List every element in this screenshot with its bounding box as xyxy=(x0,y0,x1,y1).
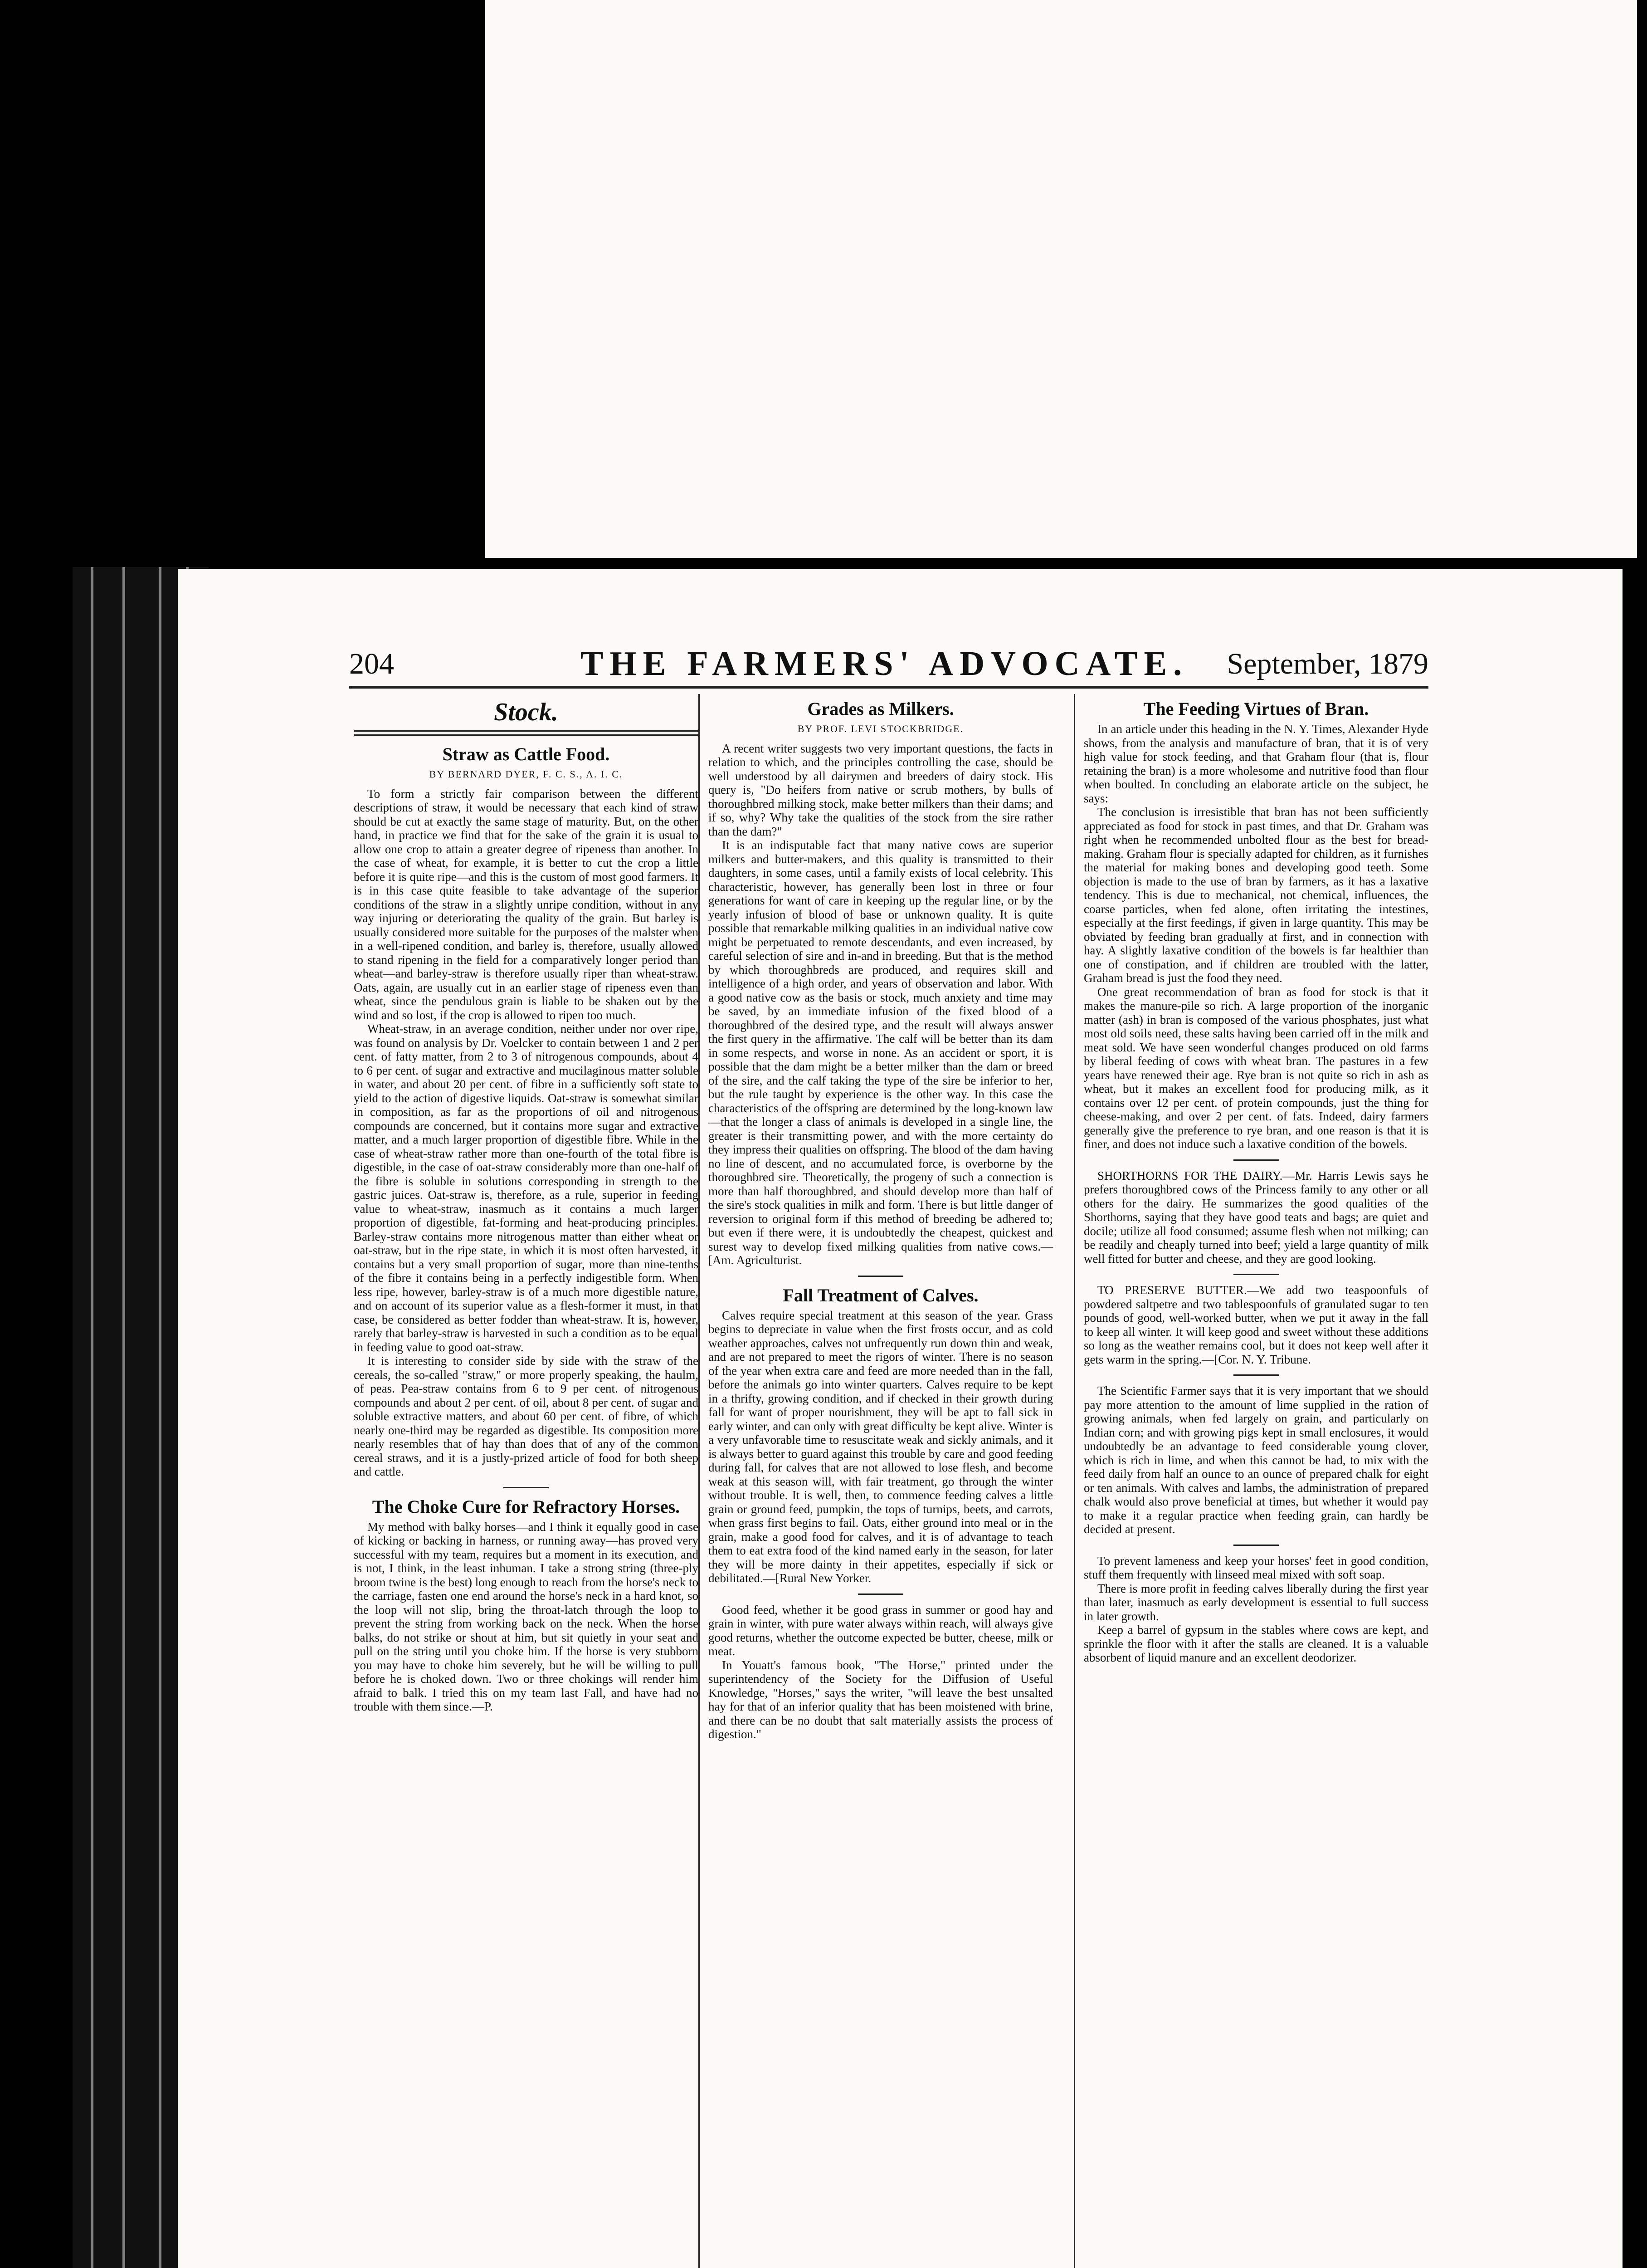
article-byline: BY PROF. LEVI STOCKBRIDGE. xyxy=(797,723,964,734)
masthead: THE FARMERS' ADVOCATE. xyxy=(580,645,1189,683)
paragraph: Keep a barrel of gypsum in the stables where cows are kept, and sprinkle the floor with it after the stalls are cleaned. It is a valuable absorbent of liquid manure and an excellent deodorizer. xyxy=(1084,1623,1428,1664)
paragraph: To form a strictly fair comparison between the different descriptions of straw, it would be necessary that each kind of straw should be cut at exactly the same stage of maturity. But, on the other hand, in practice we find that for the sake of the grain it is usual to allow one crop to attain a greater degree of ripeness than another. In the case of wheat, for example, it is better to cut the crop a little before it is quite ripe—and this is the custom of most good farmers. It is in this case quite feasible to take advantage of the superior conditions of the straw in a slightly unripe condition, without in any way injuring or deteriorating the quality of the grain. But barley is usually considered more suitable for the purposes of the malster when in a well-ripened condition, and barley is, therefore, usually allowed to stand ripening in the field for a comparatively longer period than wheat—and barley-straw is therefore usually riper than wheat-straw. Oats, again, are usually cut in an earlier stage of ripeness even than wheat, since the pendulous grain is liable to be shaken out by the wind and so lost, if the crop is allowed to ripen too much. xyxy=(354,787,698,1022)
paragraph: It is interesting to consider side by side with the straw of the cereals, the so-called "straw," or more properly speaking, the haulm, of peas. Pea-straw contains from 6 to 9 per cent. of nitrogenous compounds and about 2 per cent. of oil, about 8 per cent. of sugar and soluble extractive matters, and about 60 per cent. of fibre, of which nearly one-third may be regarded as digestible. Its composition more nearly resembles that of hay than does that of any of the common cereal straws, and it is a justly-prized article of food for both sheep and cattle. xyxy=(354,1354,698,1478)
paragraph: To prevent lameness and keep your horses' feet in good condition, stuff them frequently with linseed meal mixed with soft soap. xyxy=(1084,1554,1428,1581)
back-page xyxy=(485,0,1637,558)
separator xyxy=(858,1593,903,1595)
separator xyxy=(1233,1274,1279,1275)
column-divider xyxy=(1074,694,1075,2268)
double-rule xyxy=(354,730,698,736)
paragraph: The Scientific Farmer says that it is very important that we should pay more attention to the amount of lime supplied in the ration of growing animals, when fed largely on grain, and particularly on Indian corn; and with growing pigs kept in small enclosures, it would undoubtedly be an advantage to feed considerable young clover, which is rich in lime, and when this cannot be had, to mix with the feed daily from half an ounce to an ounce of prepared chalk for eight or ten animals. With calves and lambs, the administration of prepared chalk would also prove beneficial at times, but whether it would pay to make it a regular practice when feeding grain, can hardly be decided at present. xyxy=(1084,1384,1428,1536)
paragraph: One great recommendation of bran as food for stock is that it makes the manure-pile so rich. A large proportion of the inorganic matter (ash) in bran is composed of the various phosphates, just what most old soils need, these salts having been carried off in the milk and meat sold. We have seen wonderful changes produced on old farms by liberal feeding of cows with wheat bran. The pastures in a few years have renewed their age. Rye bran is not quite so rich in ash as wheat, but it makes an excellent food for producing milk, as it contains over 12 per cent. of protein compounds, just the thing for cheese-making, and over 2 per cent. of fats. Indeed, dairy farmers generally give the preference to rye bran, and one reason is that it is finer, and does not induce such a laxative condition of the bowels. xyxy=(1084,985,1428,1151)
separator xyxy=(1233,1545,1279,1546)
paragraph: TO PRESERVE BUTTER.—We add two teaspoonfuls of powdered saltpetre and two tablespoonfuls of granulated sugar to ten pounds of good, well-worked butter, when we put it away in the fall to keep all winter. It will keep good and sweet without these additions so long as the weather remains cool, but it does not keep well after it gets warm in the spring.—[Cor. N. Y. Tribune. xyxy=(1084,1283,1428,1366)
column-divider xyxy=(698,694,700,2268)
paragraph: My method with balky horses—and I think it equally good in case of kicking or backing in harness, or running away—has proved very successful with my team, requires but a moment in its execution, and is not, I think, in the least inhuman. I take a strong string (three-ply broom twine is the best) long enough to reach from the horse's neck to the carriage, fasten one end around the horse's neck in a hard knot, so the loop will not slip, bring the throat-latch through the loop to prevent the string from working back on the neck. When the horse balks, do not strike or shout at him, but sit quietly in your seat and pull on the string until you choke him. If the horse is very stubborn you may have to choke him severely, but he will be willing to pull before he is choked down. Two or three chokings will render him afraid to balk. I tried this on my team last Fall, and have had no trouble with them since.—P. xyxy=(354,1520,698,1713)
separator xyxy=(503,1487,549,1488)
column-2 xyxy=(708,694,1053,1741)
page-number: 204 xyxy=(349,647,394,680)
separator xyxy=(858,1276,903,1277)
paragraph: SHORTHORNS FOR THE DAIRY.—Mr. Harris Lewis says he prefers thoroughbred cows of the Princess family to any other or all others for the dairy. He summarizes the good qualities of the Shorthorns, saying that they have good teats and bags; are quiet and docile; utilize all food consumed; assume flesh when not milking; can be readily and cheaply turned into beef; yield a large quantity of milk well fitted for butter and cheese, and they are good looking. xyxy=(1084,1168,1428,1266)
article-title: Straw as Cattle Food. xyxy=(442,744,610,764)
separator xyxy=(1233,1374,1279,1376)
article-title: Grades as Milkers. xyxy=(807,699,954,719)
article-title: The Choke Cure for Refractory Horses. xyxy=(372,1496,680,1517)
separator xyxy=(1233,1159,1279,1161)
article-byline: BY BERNARD DYER, F. C. S., A. I. C. xyxy=(429,768,623,780)
paragraph: Good feed, whether it be good grass in summer or good hay and grain in winter, with pure water always within reach, will always give good returns, whether the outcome expected be butter, cheese, milk or meat. xyxy=(708,1603,1053,1658)
header-rule xyxy=(349,686,1428,689)
paragraph: In Youatt's famous book, "The Horse," printed under the superintendency of the Society for the Diffusion of Useful Knowledge, "Horses," says the writer, "will leave the best unsalted hay for that of an inferior quality that has been moistened with brine, and there can be no doubt that salt materially assists the process of digestion." xyxy=(708,1658,1053,1741)
paragraph: Calves require special treatment at this season of the year. Grass begins to depreciate in value when the first frosts occur, and as cold weather approaches, calves not unfrequently run down thin and weak, and are not prepared to meet the rigors of winter. There is no season of the year when extra care and feed are more needed than in the fall, before the animals go into winter quarters. Calves require to be kept in a thrifty, growing condition, and if checked in their growth during fall for want of proper nourishment, they will be apt to fall sick in early winter, and can only with great difficulty be kept alive. Winter is a very unfavorable time to resuscitate weak and sickly animals, and it is always better to guard against this trouble by care and good feeding during fall, for calves that are not allowed to lose flesh, and become weak at this season will, with fair treatment, go through the winter without trouble. It is well, then, to commence feeding calves a little grain or ground feed, pumpkin, the tops of turnips, beets, and carrots, when grass first begins to fail. Oats, either ground into meal or in the grain, make a good food for calves, and it is of advantage to teach them to eat extra food of the kind named early in the season, for later they will be more dainty in their appetites, especially if sick or debilitated.—[Rural New Yorker. xyxy=(708,1308,1053,1585)
paragraph: In an article under this heading in the N. Y. Times, Alexander Hyde shows, from the analysis and manufacture of bran, that it is of very high value for stock feeding, and that Graham flour (that is, flour retaining the bran) is a more wholesome and nutritive food than flour when boulted. In concluding an elaborate article on the subject, he says: xyxy=(1084,722,1428,805)
column-3 xyxy=(1084,694,1428,1665)
article-title: Fall Treatment of Calves. xyxy=(783,1285,979,1305)
paragraph: There is more profit in feeding calves liberally during the first year than later, inasmuch as early development is essential to full success in later growth. xyxy=(1084,1581,1428,1623)
paragraph: Wheat-straw, in an average condition, neither under nor over ripe, was found on analysis by Dr. Voelcker to contain between 1 and 2 per cent. of fatty matter, from 2 to 3 of nitrogenous compounds, about 4 to 6 per cent. of sugar and extractive and mucilaginous matter soluble in water, and about 20 per cent. of fibre in a sufficiently soft state to yield to the action of digestive liquids. Oat-straw is somewhat similar in composition, as far as the proportions of oil and nitrogenous compounds are concerned, but it contains more sugar and extractive matter, and a much larger proportion of digestible fibre. While in the case of wheat-straw rather more than one-fourth of the total fibre is digestible, in the case of oat-straw considerably more than one-half of the fibre is soluble in solutions corresponding in strength to the gastric juices. Oat-straw is, therefore, as a rule, superior in feeding value to wheat-straw, inasmuch as it contains a much larger proportion of digestible, fat-forming and heat-producing principles. Barley-straw contains more nitrogenous matter than either wheat or oat-straw, but in the ripe state, in which it is most often harvested, it contains but a very small proportion of sugar, more than nine-tenths of the fibre it contains being in a perfectly indigestible form. When less ripe, however, barley-straw is of a much more digestible nature, and on account of its superior value as a flesh-former it must, in that case, be considered as better fodder than wheat-straw. It is, however, rarely that barley-straw is harvested in such a condition as to be equal in feeding value to good oat-straw. xyxy=(354,1022,698,1354)
section-heading: Stock. xyxy=(494,698,558,726)
article-title: The Feeding Virtues of Bran. xyxy=(1143,699,1369,719)
paragraph: The conclusion is irresistible that bran has not been sufficiently appreciated as food for stock in past times, and that Dr. Graham was right when he recommended unbolted flour as the best for bread-making. Graham flour is specially adapted for children, as it furnishes the material for making bones and developing good teeth. Some objection is made to the use of bran by farmers, as it has a laxative tendency. This is due to mechanical, not chemical, influences, the coarse particles, when fed alone, often irritating the intestines, especially at the first feedings, if given in large quantity. This may be obviated by feeding bran gradually at first, and in connection with hay. A slightly laxative condition of the bowels is far healthier than one of constipation, and if children are troubled with the latter, Graham bread is just the food they need. xyxy=(1084,805,1428,985)
page-header xyxy=(349,644,1428,685)
column-1 xyxy=(354,694,698,1714)
paragraph: It is an indisputable fact that many native cows are superior milkers and butter-makers, and this quality is transmitted to their daughters, in some cases, until a family exists of local celebrity. This characteristic, however, has generally been lost in three or four generations for want of care in keeping up the regular line, or by the yearly infusion of blood of base or unknown quality. It is quite possible that remarkable milking qualities in an individual native cow might be perpetuated to remote descendants, and even increased, by careful selection of sire and in-and in breeding. But that is the method by which thoroughbreds are produced, and requires skill and intelligence of a high order, and years of observation and labor. With a good native cow as the basis or stock, much anxiety and time may be saved, by an immediate infusion of the fixed blood of a thoroughbred of the desired type, and the result will always answer the first query in the affirmative. The calf will be better than its dam in some respects, and worse in none. As an accident or sport, it is possible that the dam might be a better milker than the dam or breed of the sire, and the calf taking the type of the sire be inferior to her, but the rule taught by experience is the other way. In this case the characteristics of the offspring are determined by the long-known law—that the longer a class of animals is developed in a single line, the greater is their transmitting power, and with the more certainty do they impress their qualities on offspring. The blood of the dam having no line of descent, and no accumulated force, is overborne by the thoroughbred sire. Theoretically, the progeny of such a connection is more than half thoroughbred, and should develop more than half of the sire's stock qualities in milk and form. There is but little danger of reversion to original form if this method of breeding be adhered to; but even if there were, it is undoubtedly the cheapest, quickest and surest way to develop fixed milking qualities from native cows.—[Am. Agriculturist. xyxy=(708,838,1053,1267)
paragraph: A recent writer suggests two very important questions, the facts in relation to which, and the principles controlling the case, should be well understood by all dairymen and breeders of dairy stock. His query is, "Do heifers from native or scrub mothers, by bulls of thoroughbred milking stock, make better milkers than their dams; and if so, why? Why take the qualities of the stock from the sire rather than the dam?" xyxy=(708,741,1053,838)
issue-date: September, 1879 xyxy=(1227,647,1428,680)
